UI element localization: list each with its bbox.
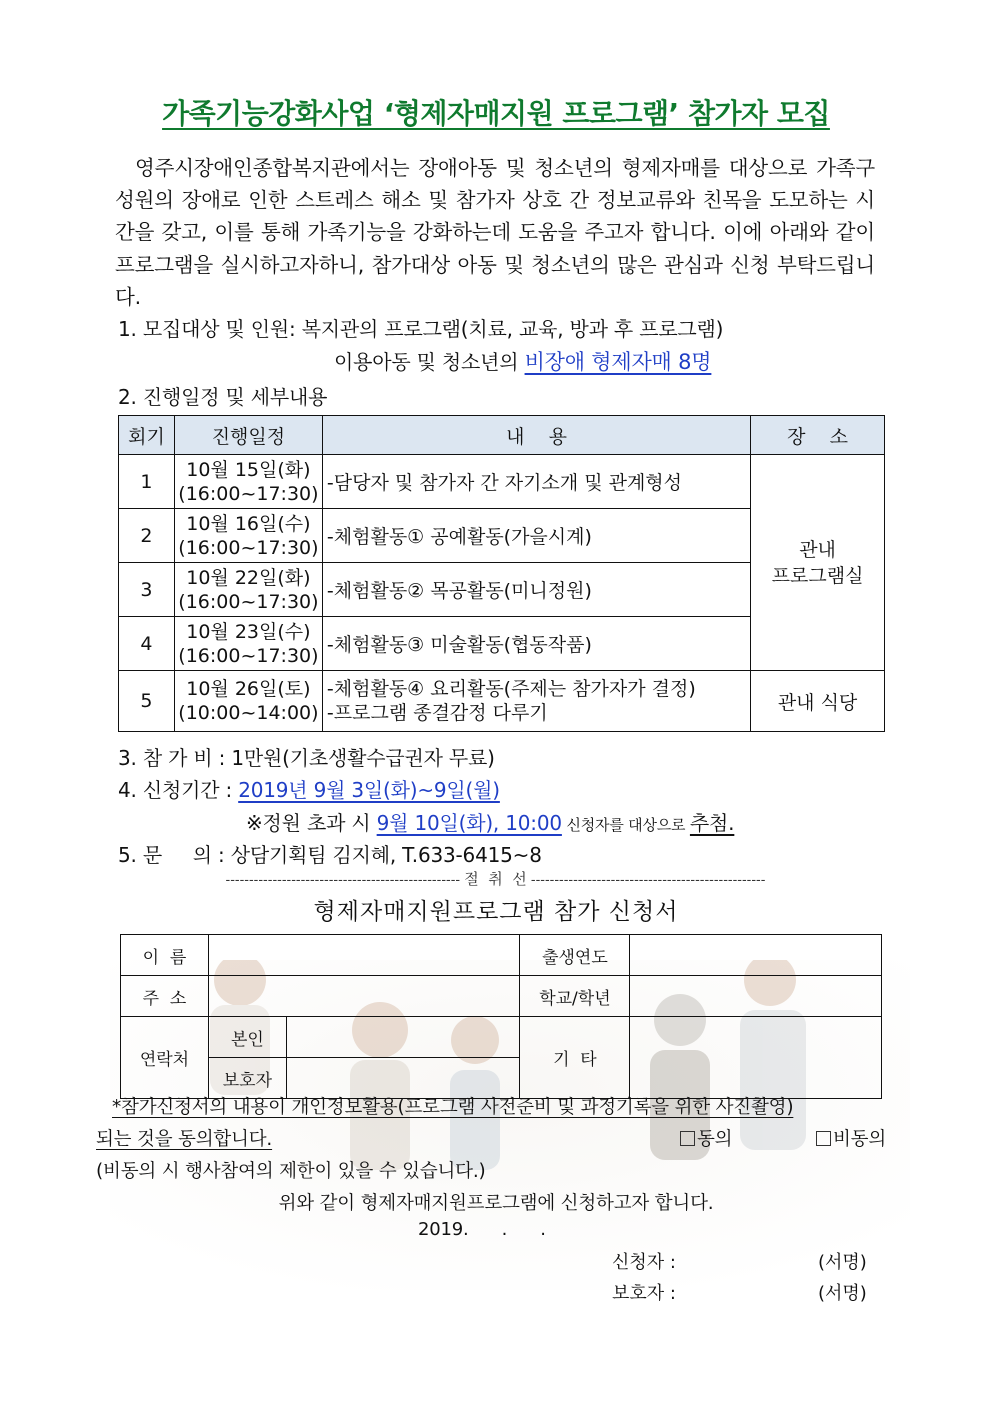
apply-date: 2019. . . — [418, 1219, 546, 1240]
school-grade-field[interactable] — [630, 976, 882, 1017]
header-place: 장 소 — [751, 416, 885, 455]
table-row — [119, 671, 885, 732]
note-date: 9월 10일(화), 10:00 — [376, 811, 562, 835]
session-time: (16:00~17:30) — [178, 536, 319, 559]
note-mid: 신청자를 대상으로 — [561, 816, 690, 834]
session-date-day: 10월 23일(수) — [186, 620, 311, 643]
period-dates: 2019년 9월 3일(화)~9일(월) — [238, 778, 500, 802]
item-schedule-heading: 2. 진행일정 및 세부내용 — [118, 385, 328, 409]
name-label: 이 름 — [121, 935, 209, 976]
item-recruitment-target: 1. 모집대상 및 인원: 복지관의 프로그램(치료, 교육, 방과 후 프로그램) — [118, 317, 724, 341]
recruitment-prefix: 이용아동 및 청소년의 — [334, 350, 525, 374]
session-date-day: 10월 26일(토) — [186, 678, 311, 700]
session-time: (16:00~17:30) — [178, 644, 319, 667]
place-line1: 관내 — [799, 538, 836, 561]
session-number: 1 — [119, 455, 175, 509]
schedule-header-row — [119, 416, 885, 455]
applicant-sign: (서명) — [818, 1252, 867, 1273]
period-label: 4. 신청기간 : — [118, 778, 239, 802]
consent-line2 — [96, 1125, 272, 1151]
apply-statement: 위와 같이 형제자매지원프로그램에 신청하고자 합니다. — [278, 1193, 714, 1214]
agree-label: 동의 — [697, 1129, 733, 1150]
session-time: (16:00~17:30) — [178, 482, 319, 505]
disagree-option[interactable] — [816, 1125, 886, 1151]
name-field[interactable] — [208, 935, 520, 976]
place-line2: 프로그램실 — [771, 564, 864, 587]
place-program-room — [751, 455, 885, 671]
birth-year-label: 출생연도 — [520, 935, 630, 976]
session-date-day: 10월 22일(화) — [186, 566, 311, 589]
address-field[interactable] — [208, 976, 520, 1017]
disagree-label: 비동의 — [833, 1129, 887, 1150]
session-date — [174, 617, 322, 671]
disagree-checkbox[interactable] — [816, 1131, 831, 1146]
contact-self-label: 본인 — [208, 1017, 286, 1058]
session-number: 4 — [119, 617, 175, 671]
cut-label: 절 취 선 — [464, 870, 527, 888]
session-date-day: 10월 15일(화) — [186, 458, 311, 481]
session-content-line2: -프로그램 종결감정 다루기 — [326, 702, 548, 724]
item-recruitment-target-line2 — [334, 346, 711, 376]
session-content: -체험활동① 공예활동(가을시계) — [322, 509, 750, 563]
session-date — [174, 455, 322, 509]
birth-year-field[interactable] — [630, 935, 882, 976]
header-session: 회기 — [119, 416, 175, 455]
session-content: -체험활동③ 미술활동(협동작품) — [322, 617, 750, 671]
header-content: 내 용 — [322, 416, 750, 455]
agree-checkbox[interactable] — [680, 1131, 695, 1146]
table-row — [119, 455, 885, 509]
page-title: 가족기능강화사업 ‘형제자매지원 프로그램’ 참가자 모집 — [162, 97, 830, 130]
session-time: (16:00~17:30) — [178, 590, 319, 613]
item-contact: 5. 문 의 : 상담기획팀 김지혜, T.633-6415~8 — [118, 843, 542, 867]
item-lottery-note — [246, 807, 734, 836]
consent-line1 — [112, 1093, 793, 1119]
place-dining-room: 관내 식당 — [751, 671, 885, 732]
session-time: (10:00~14:00) — [178, 702, 319, 724]
contact-self-field[interactable] — [286, 1017, 520, 1058]
intro-paragraph: 영주시장애인종합복지관에서는 장애아동 및 청소년의 형제자매를 대상으로 가족구성원의 장애로 인한 스트레스 해소 및 참가자 상호 간 정보교류와 친목을 도모하는 시간을 갖고, 이를 통해 가족기능을 강화하는데 도움을 주고자 합니다. 이에 아래와 같이 프로그램을 실시하고자하니, 참가대상 아동 및 청소년의 많은 관심과 신청 부탁드립니다. — [115, 156, 875, 309]
header-date: 진행일정 — [174, 416, 322, 455]
session-content-line1: -체험활동④ 요리활동(주제는 참가자가 결정) — [326, 678, 696, 700]
consent-text: *참가신청서의 내용이 개인정보활용(프로그램 사전준비 및 과정기록을 위한 사진촬영) — [112, 1097, 794, 1118]
contact-label: 연락처 — [121, 1017, 209, 1099]
session-date — [174, 671, 322, 732]
cut-line: -------------------------------------------------- 절 취 선 -------------------------------------------------- — [225, 870, 766, 888]
form-title: 형제자매지원프로그램 참가 신청서 — [313, 899, 679, 925]
session-date-day: 10월 16일(수) — [186, 512, 311, 535]
agree-option[interactable] — [680, 1125, 732, 1151]
address-label: 주 소 — [121, 976, 209, 1017]
session-content: -체험활동② 목공활동(미니정원) — [322, 563, 750, 617]
item-fee: 3. 참 가 비 : 1만원(기초생활수급권자 무료) — [118, 746, 495, 770]
etc-field[interactable] — [630, 1017, 882, 1099]
applicant-label: 신청자 : — [612, 1252, 676, 1273]
session-content: -담당자 및 참가자 간 자기소개 및 관계형성 — [322, 455, 750, 509]
guardian-label: 보호자 : — [612, 1283, 676, 1304]
consent-text-cont: 되는 것을 동의합니다. — [96, 1129, 273, 1150]
session-number: 5 — [119, 671, 175, 732]
school-grade-label: 학교/학년 — [520, 976, 630, 1017]
recruitment-highlight: 비장애 형제자매 8명 — [524, 350, 712, 374]
consent-line3: (비동의 시 행사참여의 제한이 있을 수 있습니다.) — [96, 1161, 486, 1182]
schedule-table — [118, 415, 885, 732]
note-end: 추첨. — [689, 811, 735, 835]
guardian-sign: (서명) — [818, 1283, 867, 1304]
etc-label: 기 타 — [520, 1017, 630, 1099]
session-date — [174, 563, 322, 617]
session-content — [322, 671, 750, 732]
note-prefix: ※정원 초과 시 — [246, 811, 377, 835]
item-application-period — [118, 774, 500, 803]
session-date — [174, 509, 322, 563]
contact-guardian-label: 보호자 — [208, 1058, 286, 1099]
session-number: 3 — [119, 563, 175, 617]
session-number: 2 — [119, 509, 175, 563]
application-form — [120, 934, 882, 1099]
